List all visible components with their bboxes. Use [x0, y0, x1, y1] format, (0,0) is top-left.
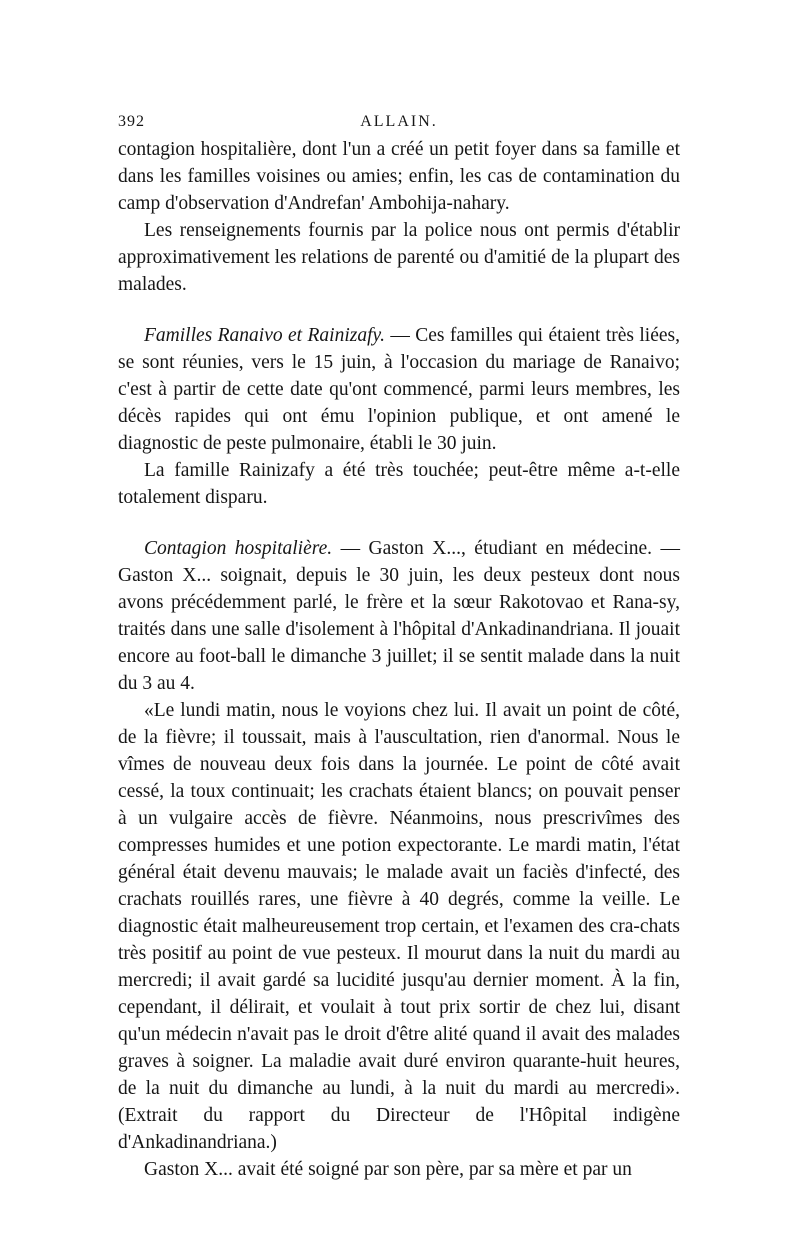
section-familles-ranaivo-rainizafy — [118, 322, 680, 457]
paragraph-text: Gaston X... avait été soigné par son père, par sa mère et par un — [144, 1159, 632, 1180]
paragraph-famille-rainizafy — [118, 457, 680, 511]
running-head — [118, 108, 680, 136]
paragraph-continuation — [118, 136, 680, 217]
body-text — [118, 136, 680, 1183]
paragraph-hospital-report-quote — [118, 697, 680, 1156]
running-title: ALLAIN. — [360, 113, 438, 130]
paragraph-police-records — [118, 217, 680, 298]
paragraph-text: — Ces familles qui étaient très liées, se sont réunies, vers le 15 juin, à l'occasion du mariage de Ranaivo; c'est à partir de cette date qu'ont commencé, parmi leurs membres, les décès rapides qui ont ému l'opinion publique, et ont amené le diagnostic de peste pulmonaire, établi le 30 juin. — [118, 325, 680, 454]
page-number: 392 — [118, 113, 145, 130]
section-contagion-hospitaliere — [118, 535, 680, 697]
paragraph-text: «Le lundi matin, nous le voyions chez lui. Il avait un point de côté, de la fièvre; il toussait, mais à l'auscultation, rien d'anormal. Nous le vîmes de nouveau deux fois dans la journée. Le point de côté avait cessé, la toux continuait; les crachats étaient blancs; on pouvait penser à un vulgaire accès de fièvre. Néanmoins, nous prescrivîmes des compresses humides et une potion expectorante. Le mardi matin, l'état général était devenu mauvais; le malade avait un faciès d'infecté, des crachats rouillés rares, une fièvre à 40 degrés, comme la veille. Le diagnostic était malheureusement trop certain, et l'examen des cra-chats très positif au point de vue pesteux. Il mourut dans la nuit du mardi au mercredi; il avait gardé sa lucidité jusqu'au dernier moment. À la fin, cependant, il délirait, et voulait à tout prix sortir de chez lui, disant qu'un médecin n'avait pas le droit d'être alité quand il avait des malades graves à soigner. La maladie avait duré environ quarante-huit heures, de la nuit du dimanche au lundi, à la nuit du mardi au mercredi». (Extrait du rapport du Directeur de l'Hôpital indigène d'Ankadinandriana.) — [118, 700, 680, 1153]
paragraph-text: contagion hospitalière, dont l'un a créé un petit foyer dans sa famille et dans les familles voisines ou amies; enfin, les cas de contamination du camp d'observation d'Andrefan' Ambohija-nahary. — [118, 139, 680, 214]
paragraph-text: — Gaston X..., étudiant en médecine. — Gaston X... soignait, depuis le 30 juin, les deux pesteux dont nous avons précédemment parlé, le frère et la sœur Rakotovao et Rana-sy, traités dans une salle d'isolement à l'hôpital d'Ankadinandriana. Il jouait encore au foot-ball le dimanche 3 juillet; il se sentit malade dans la nuit du 3 au 4. — [118, 538, 681, 694]
section-heading: Familles Ranaivo et Rainizafy. — [144, 325, 385, 346]
paragraph-text: La famille Rainizafy a été très touchée; peut-être même a-t-elle totalement disparu. — [118, 460, 680, 508]
book-page — [118, 108, 680, 1183]
section-heading: Contagion hospitalière. — [144, 538, 333, 559]
paragraph-text: Les renseignements fournis par la police nous ont permis d'établir approximativement les relations de parenté ou d'amitié de la plupart des malades. — [118, 220, 680, 295]
paragraph-gaston-care — [118, 1156, 680, 1183]
